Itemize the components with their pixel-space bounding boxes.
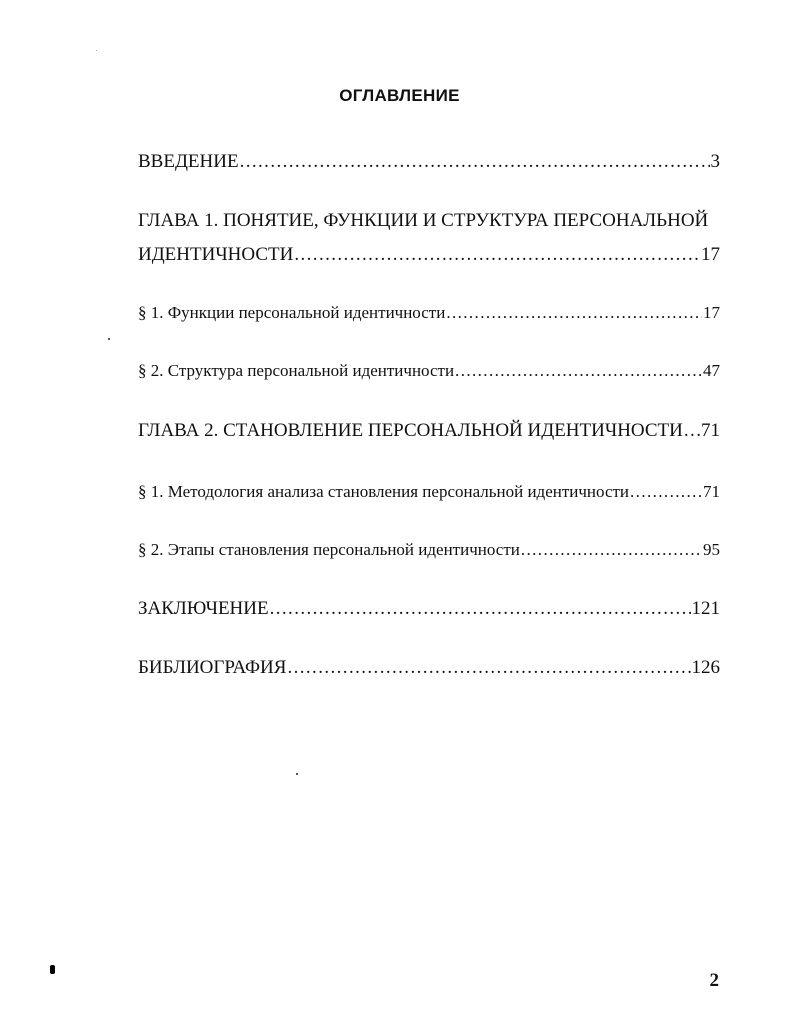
- toc-entry-label: § 2. Структура персональной идентичности: [138, 361, 455, 380]
- toc-entry-page: 17: [703, 303, 720, 322]
- dot-leader: [446, 301, 702, 325]
- toc-entry-label: § 2. Этапы становления персональной идентичности: [138, 540, 520, 559]
- dot-leader: [630, 480, 702, 504]
- toc-entry-chapter-1: [138, 209, 720, 267]
- toc-entry-chapter-2: [138, 419, 720, 443]
- dot-leader: [240, 150, 710, 174]
- toc-entry-label: БИБЛИОГРАФИЯ: [138, 657, 287, 678]
- dot-leader: [455, 359, 702, 383]
- toc-entry-page: 3: [710, 151, 720, 172]
- toc-entry-section-2-1: [138, 480, 720, 504]
- toc-entry-label: ВВЕДЕНИЕ: [138, 151, 239, 172]
- toc-entry-page: 47: [703, 361, 720, 380]
- toc-entry-label: ИДЕНТИЧНОСТИ: [138, 244, 294, 265]
- toc-entry-page: 121: [691, 598, 720, 619]
- toc-entry-label-line1: ГЛАВА 1. ПОНЯТИЕ, ФУНКЦИИ И СТРУКТУРА ПЕРСОНАЛЬНОЙ: [138, 210, 709, 231]
- toc-entry-page: 95: [703, 540, 720, 559]
- page-title: ОГЛАВЛЕНИЕ: [339, 86, 460, 105]
- scan-speck: [108, 338, 110, 340]
- toc-entry-conclusion: [138, 597, 720, 621]
- toc-entry-bibliography: [138, 656, 720, 680]
- toc-entry-section-1-1: [138, 301, 720, 325]
- toc-entry-page: 71: [701, 420, 720, 441]
- scan-speck: [96, 50, 97, 51]
- toc-entry-label: ГЛАВА 2. СТАНОВЛЕНИЕ ПЕРСОНАЛЬНОЙ ИДЕНТИЧНОСТИ: [138, 420, 683, 441]
- dot-leader: [287, 656, 690, 680]
- toc-entry-section-1-2: [138, 359, 720, 383]
- toc-entry-section-2-2: [138, 538, 720, 562]
- toc-entry-label: § 1. Методология анализа становления персональной идентичности: [138, 482, 630, 501]
- toc-entry-label: ЗАКЛЮЧЕНИЕ: [138, 598, 269, 619]
- page-number: 2: [709, 970, 719, 991]
- scan-speck: [296, 773, 298, 775]
- toc-entry-page: 126: [691, 657, 720, 678]
- dot-leader: [684, 419, 700, 443]
- scan-speck: [50, 965, 55, 974]
- toc-entry-page: 71: [703, 482, 720, 501]
- dot-leader: [521, 538, 702, 562]
- dot-leader: [270, 597, 691, 621]
- toc-entry-introduction: [138, 150, 720, 174]
- toc-entry-page: 17: [701, 244, 720, 265]
- dot-leader: [294, 243, 700, 267]
- toc-entry-label: § 1. Функции персональной идентичности: [138, 303, 446, 322]
